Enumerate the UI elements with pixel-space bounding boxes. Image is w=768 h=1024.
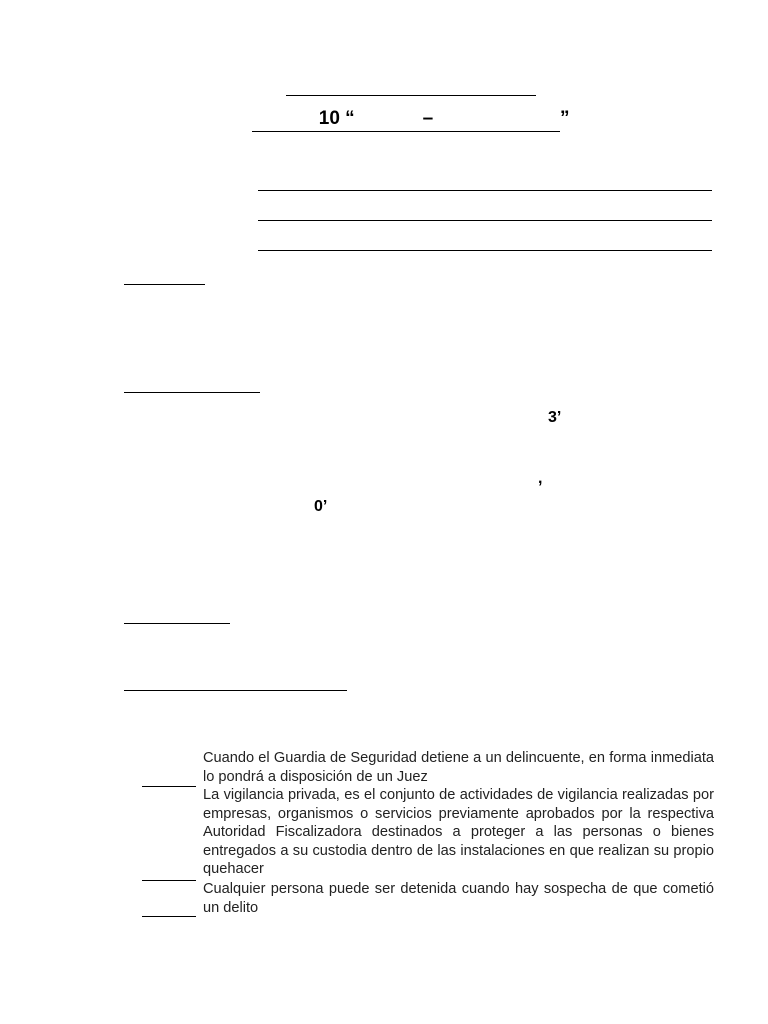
statement-1: Cuando el Guardia de Seguridad detiene a un delincuente, en forma inmediata lo pondrá a disposición de un Juez: [203, 750, 714, 785]
section-heading-1-underline: [124, 284, 205, 285]
title-number: 10 “: [318, 108, 355, 129]
section-heading-3-underline: [124, 623, 230, 624]
score-mark-c: 0’: [314, 498, 328, 515]
statement-3: Cualquier persona puede ser detenida cuando hay sospecha de que cometió un delito: [203, 881, 714, 916]
date-field-line[interactable]: [258, 250, 712, 251]
statement-2: La vigilancia privada, es el conjunto de actividades de vigilancia realizadas por empresas, organismos o servicios previamente aprobados por la respectiva Autoridad Fiscalizadora destinados a proteger a las personas o bienes entregados a su custodia dentro de las instalaciones en que realizan su propio quehacer: [203, 787, 714, 877]
section-heading-4-underline: [124, 690, 347, 691]
answer-blank-3[interactable]: [142, 916, 196, 917]
title-close-quote: ”: [560, 108, 570, 129]
section-heading-2-underline: [124, 392, 260, 393]
name-field-line[interactable]: [258, 190, 712, 191]
answer-blank-2[interactable]: [142, 880, 196, 881]
score-mark-a: 3’: [548, 409, 562, 426]
title-dash: –: [422, 108, 434, 129]
title-line-2-underline: [252, 131, 560, 132]
title-line-2: [252, 108, 560, 130]
course-field-line[interactable]: [258, 220, 712, 221]
answer-blank-1[interactable]: [142, 786, 196, 787]
title-line-1: [286, 95, 536, 96]
comma-mark: ,: [538, 470, 543, 487]
